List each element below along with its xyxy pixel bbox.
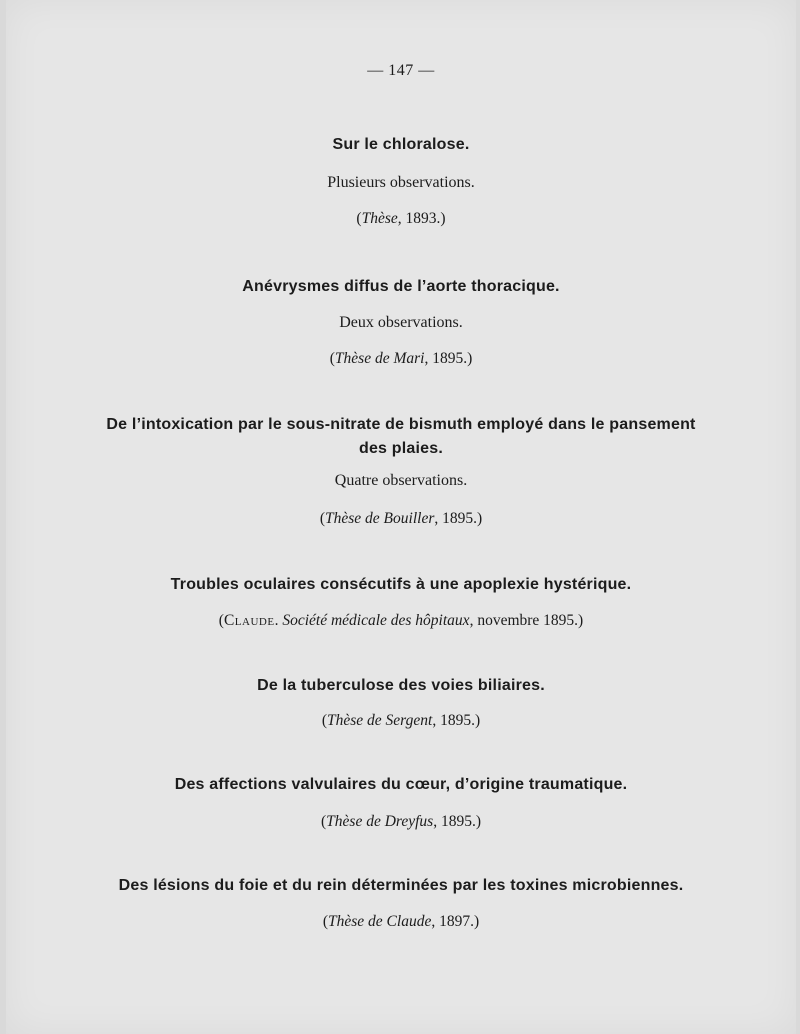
citation-source: Thèse de Sergent <box>327 712 433 729</box>
document-page <box>6 0 796 1034</box>
citation-source: Société médicale des hôpitaux <box>282 612 470 629</box>
entry-citation: (Thèse de Dreyfus, 1895.) <box>320 813 481 830</box>
entry-citation: (Thèse de Bouiller, 1895.) <box>319 510 483 527</box>
citation-source: Thèse de Dreyfus <box>326 813 434 830</box>
entry-title: Des lésions du foie et du rein déterminées par les toxines microbiennes. <box>118 877 684 894</box>
citation-source: Thèse de Bouiller <box>325 510 435 527</box>
entry-citation: (Thèse de Claude, 1897.) <box>322 913 480 930</box>
entry-title: Anévrysmes diffus de l’aorte thoracique. <box>242 278 560 295</box>
citation-author: Claude <box>223 612 275 629</box>
citation-source: Thèse <box>361 210 398 227</box>
entry-citation: (Thèse de Sergent, 1895.) <box>321 712 481 729</box>
entry-title: Des affections valvulaires du cœur, d’origine traumatique. <box>174 776 628 793</box>
entry-note: Quatre observations. <box>334 472 468 489</box>
entry-citation: (Thèse, 1893.) <box>356 210 446 227</box>
entry-note: Plusieurs observations. <box>327 174 475 191</box>
entry-title: Sur le chloralose. <box>332 136 470 153</box>
entry-note: Deux observations. <box>339 314 463 331</box>
entry-title: De la tuberculose des voies biliaires. <box>257 677 545 694</box>
entry-citation: (Thèse de Mari, 1895.) <box>329 350 473 367</box>
entry-citation: (Claude. Société médicale des hôpitaux, novembre 1895.) <box>218 612 584 629</box>
page-number: — 147 — <box>367 62 435 79</box>
citation-source: Thèse de Claude <box>328 913 432 930</box>
entry-title-line-2: des plaies. <box>358 440 444 457</box>
citation-source: Thèse de Mari <box>334 350 425 367</box>
entry-title-line-1: De l’intoxication par le sous-nitrate de bismuth employé dans le pansement <box>106 416 696 433</box>
entry-title: Troubles oculaires consécutifs à une apoplexie hystérique. <box>170 576 632 593</box>
